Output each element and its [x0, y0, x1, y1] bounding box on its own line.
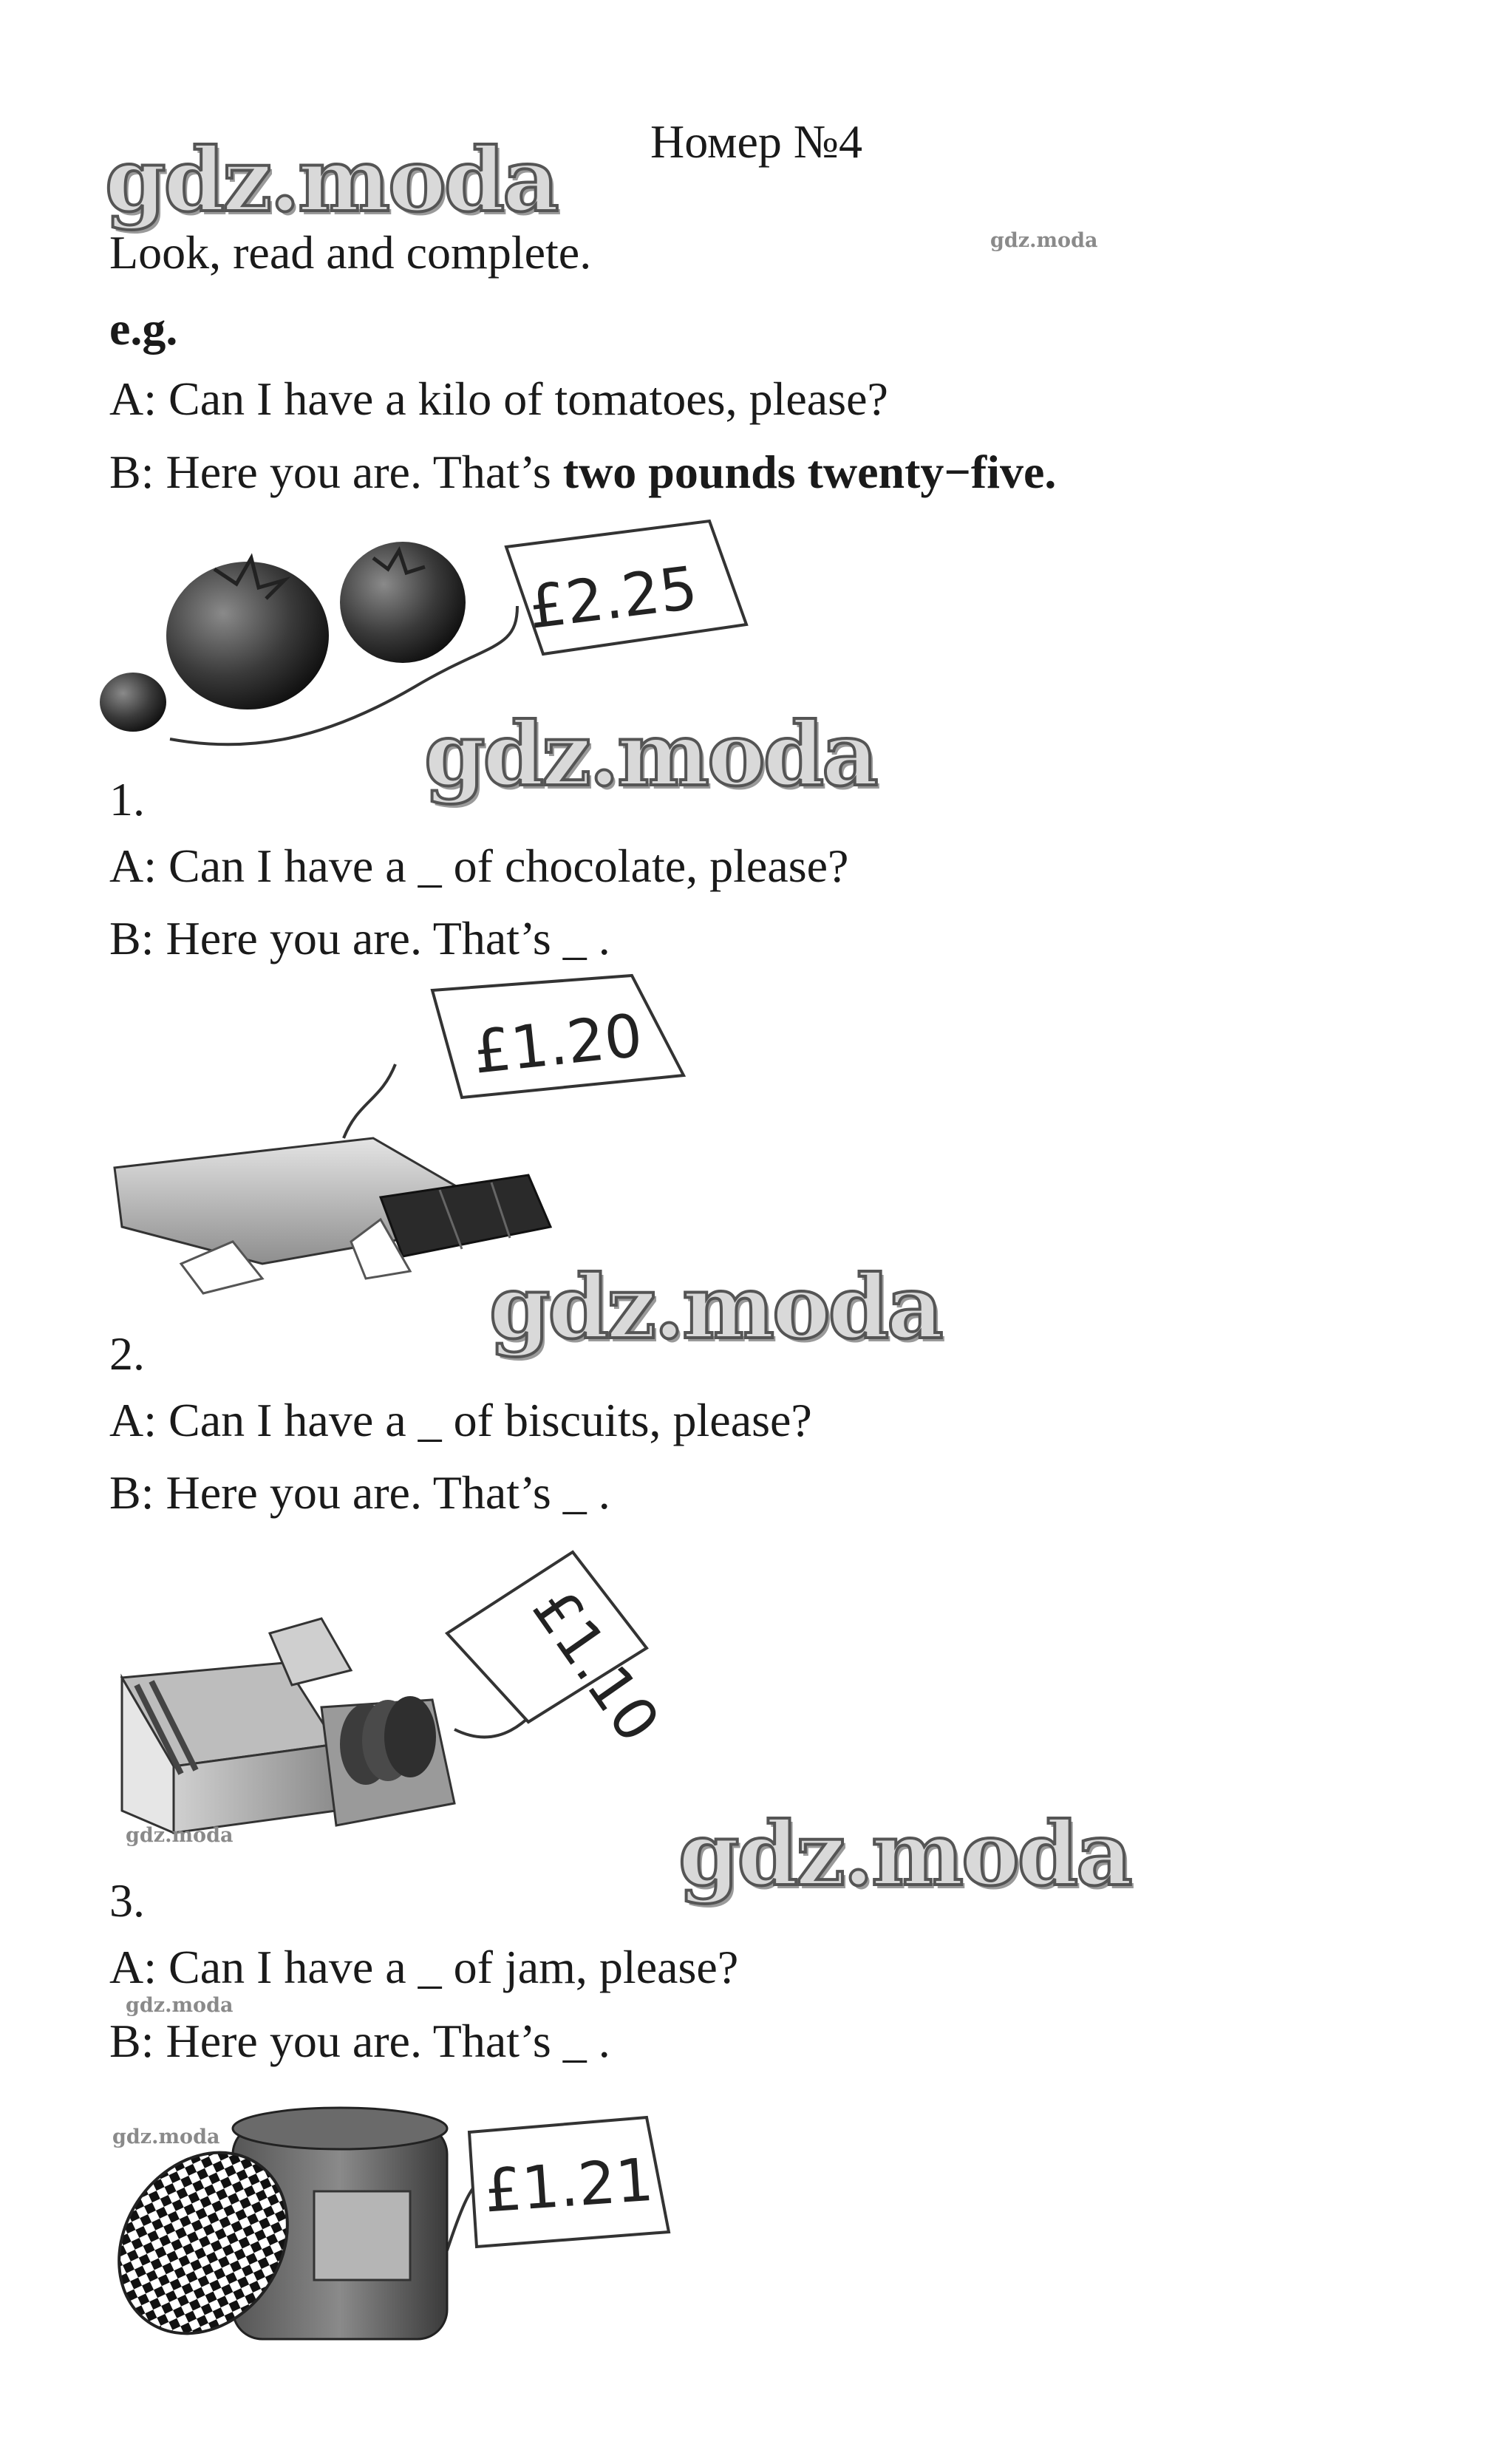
biscuits-price: £1.10	[519, 1576, 673, 1755]
watermark-logo: gdz.moda	[489, 1256, 941, 1358]
item-2-line-a: A: Can I have a _ of biscuits, please?	[109, 1394, 812, 1446]
example-line-b-prefix: B: Here you are. That’s	[109, 446, 563, 498]
tomatoes-price: £2.25	[524, 553, 701, 642]
item-1-line-b: B: Here you are. That’s _ .	[109, 912, 610, 964]
item-2-number: 2.	[109, 1327, 145, 1380]
example-label: e.g.	[109, 302, 178, 355]
watermark-logo: gdz.moda	[424, 703, 876, 806]
example-line-b	[109, 446, 1057, 498]
item-3-number: 3.	[109, 1874, 145, 1927]
watermark-logo: gdz.moda	[678, 1803, 1131, 1905]
page-title: Номер №4	[650, 115, 862, 168]
watermark-small: gdz.moda	[126, 1824, 234, 1847]
chocolate-price: £1.20	[470, 1001, 646, 1087]
item-3-line-b: B: Here you are. That’s _ .	[109, 2015, 610, 2067]
item-2-line-b: B: Here you are. That’s _ .	[109, 1466, 610, 1519]
example-line-a: A: Can I have a kilo of tomatoes, please?	[109, 372, 888, 425]
instruction-text: Look, read and complete.	[109, 226, 592, 279]
biscuits-illustration	[115, 1559, 691, 1870]
watermark-small: gdz.moda	[112, 2126, 220, 2148]
watermark-small: gdz.moda	[990, 229, 1098, 252]
item-1-number: 1.	[109, 773, 145, 826]
watermark-logo: gdz.moda	[105, 129, 557, 231]
watermark-small: gdz.moda	[126, 1994, 234, 2017]
item-3-line-a: A: Can I have a _ of jam, please?	[109, 1941, 739, 1993]
jam-price: £1.21	[482, 2145, 656, 2226]
example-answer: two pounds twenty−five.	[562, 446, 1057, 498]
chocolate-bar-illustration	[115, 983, 706, 1301]
item-1-line-a: A: Can I have a _ of chocolate, please?	[109, 840, 849, 892]
